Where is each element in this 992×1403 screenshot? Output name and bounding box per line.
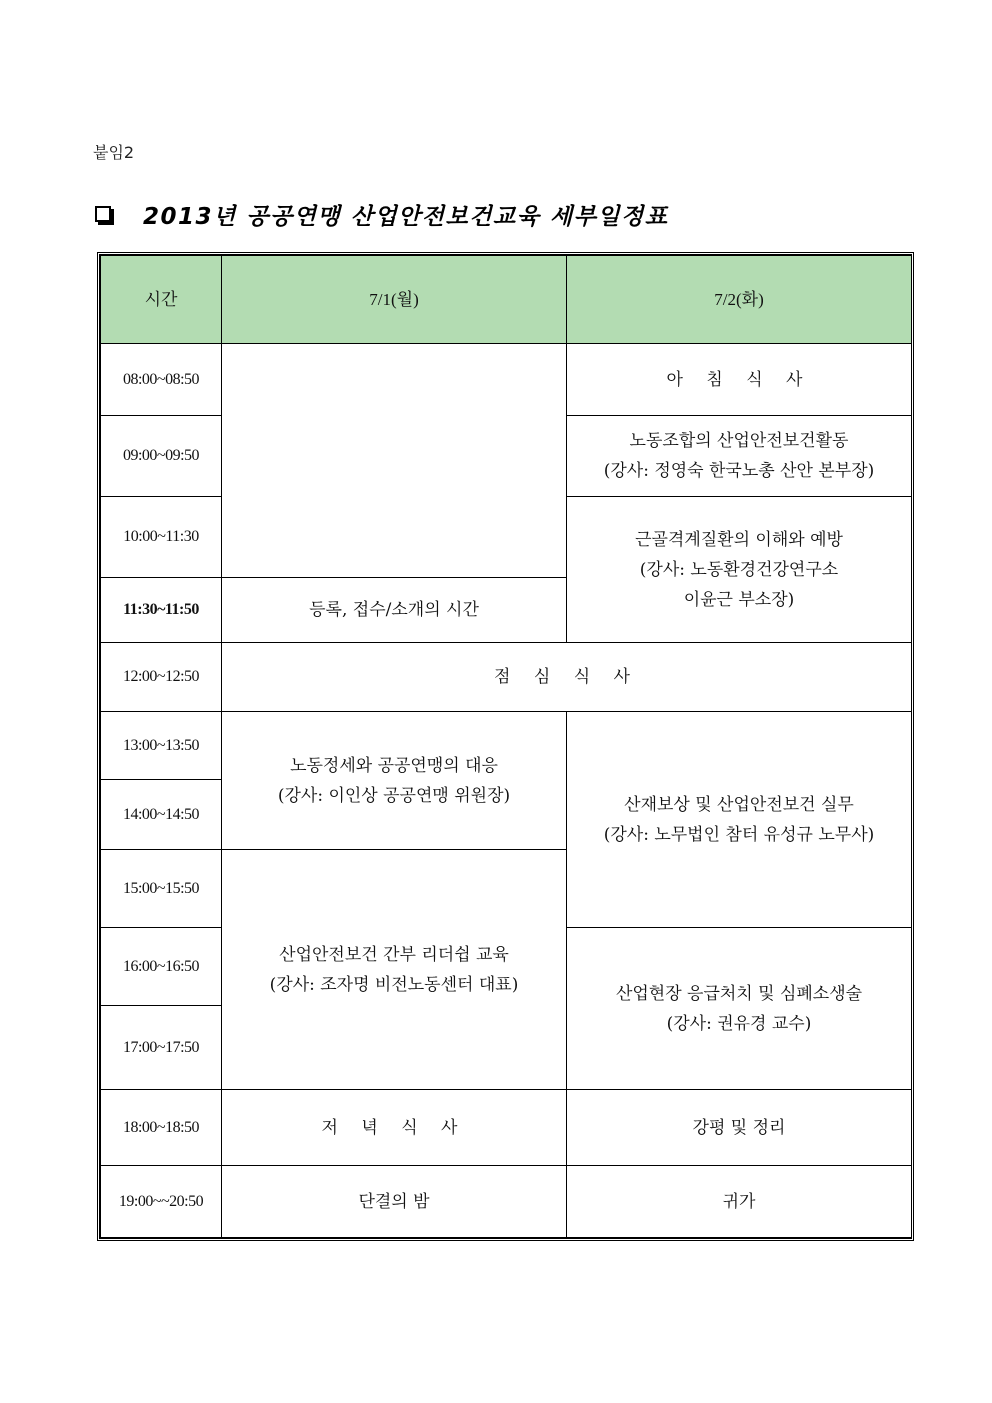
session-title: 근골격계질환의 이해와 예방 [635, 529, 843, 550]
session-title: 산업안전보건 간부 리더쉽 교육 [279, 944, 509, 965]
day1-dinner: 저 녁 식 사 [222, 1090, 567, 1166]
title-row [95, 196, 668, 232]
day2-session3 [567, 712, 912, 928]
day2-breakfast: 아 침 식 사 [567, 344, 912, 416]
session-title: 노동조합의 산업안전보건활동 [629, 431, 849, 451]
day2-session1 [567, 416, 912, 497]
session-speaker: (강사: 노무법인 참터 유성규 노무사) [603, 824, 875, 845]
time-cell: 08:00~08:50 [101, 344, 222, 416]
day1-session2 [222, 850, 567, 1090]
time-cell: 17:00~17:50 [101, 1006, 222, 1090]
time-cell: 13:00~13:50 [101, 712, 222, 780]
session-speaker: (강사: 조자명 비전노동센터 대표) [269, 974, 519, 995]
header-day2: 7/2(화) [567, 256, 912, 344]
session-speaker: 이윤근 부소장) [683, 589, 795, 610]
page-title: 2013년 공공연맹 산업안전보건교육 세부일정표 [143, 203, 669, 230]
header-time: 시간 [101, 256, 222, 344]
time-cell: 12:00~12:50 [101, 643, 222, 712]
schedule-table [100, 255, 912, 1238]
table-row [101, 643, 912, 712]
schedule-table-frame [97, 252, 914, 1241]
table-row [101, 712, 912, 780]
table-row [101, 1090, 912, 1166]
day2-session4 [567, 928, 912, 1090]
session-title: 노동정세와 공공연맹의 대응 [290, 755, 498, 776]
session-speaker: (강사: 정영숙 한국노총 산안 본부장) [603, 461, 875, 481]
session-speaker: (강사: 권유경 교수) [666, 1013, 812, 1034]
time-cell: 10:00~11:30 [101, 497, 222, 578]
day1-session1 [222, 712, 567, 850]
day2-return: 귀가 [567, 1166, 912, 1238]
time-cell: 14:00~14:50 [101, 780, 222, 850]
day2-session2 [567, 497, 912, 643]
table-row [101, 344, 912, 416]
time-cell: 18:00~18:50 [101, 1090, 222, 1166]
header-day1: 7/1(월) [222, 256, 567, 344]
day2-wrapup: 강평 및 정리 [567, 1090, 912, 1166]
attachment-label: 붙임2 [93, 143, 135, 162]
checkbox-square-icon [95, 206, 111, 222]
day1-empty-cell [222, 344, 567, 578]
time-cell: 11:30~11:50 [101, 578, 222, 643]
lunch-cell: 점 심 식 사 [222, 643, 912, 712]
time-cell: 16:00~16:50 [101, 928, 222, 1006]
table-row [101, 1166, 912, 1238]
session-title: 산재보상 및 산업안전보건 실무 [624, 794, 854, 815]
session-title: 산업현장 응급처치 및 심폐소생술 [615, 983, 863, 1004]
day1-registration: 등록, 접수/소개의 시간 [222, 578, 567, 643]
time-cell: 19:00~~20:50 [101, 1166, 222, 1238]
session-speaker: (강사: 노동환경건강연구소 [639, 559, 839, 580]
time-cell: 15:00~15:50 [101, 850, 222, 928]
table-header-row [101, 256, 912, 344]
time-cell: 09:00~09:50 [101, 416, 222, 497]
day1-evening: 단결의 밤 [222, 1166, 567, 1238]
session-speaker: (강사: 이인상 공공연맹 위원장) [277, 785, 511, 806]
